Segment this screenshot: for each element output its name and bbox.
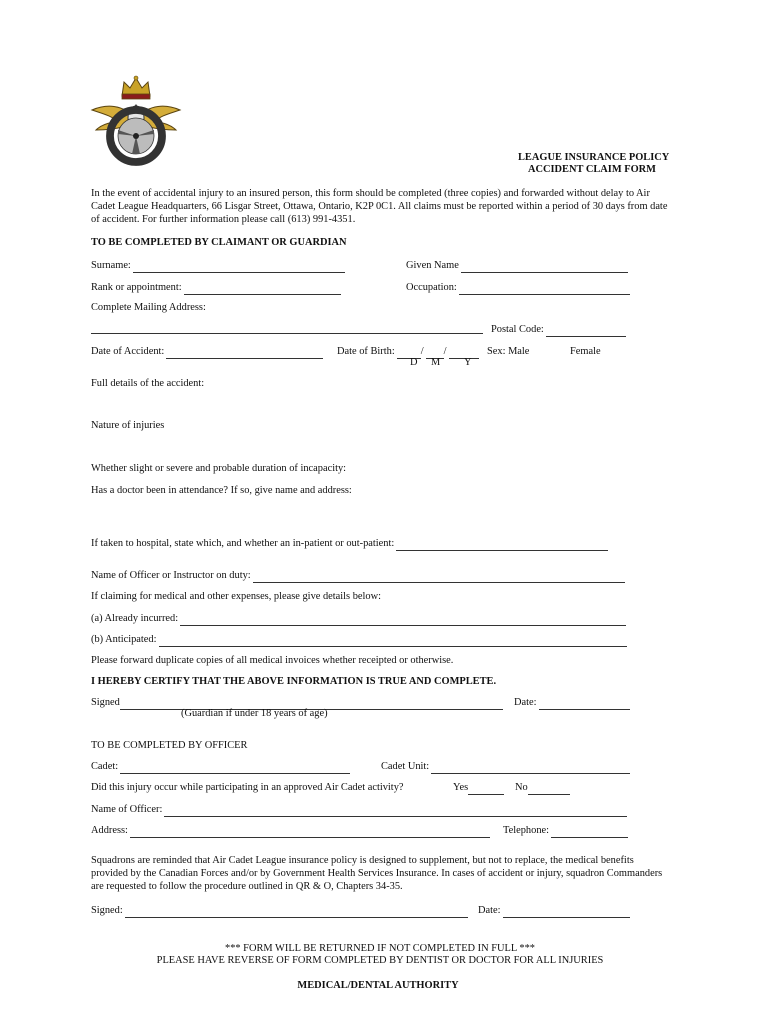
air-cadet-league-crest	[88, 74, 184, 170]
officer-on-duty-field[interactable]	[91, 570, 625, 583]
already-incurred-label: (a) Already incurred:	[91, 613, 179, 624]
dob-day-caption: D	[410, 357, 418, 368]
date-of-accident-input[interactable]	[166, 349, 323, 359]
cadet-unit-field[interactable]	[381, 761, 630, 774]
approved-activity-question: Did this injury occur while participating in an approved Air Cadet activity?	[91, 782, 404, 793]
mailing-address-field[interactable]	[89, 324, 483, 334]
form-title-line1: LEAGUE INSURANCE POLICY	[518, 152, 670, 163]
mailing-address-input[interactable]	[91, 324, 483, 334]
intro-paragraph: In the event of accidental injury to an insured person, this form should be completed (three copies) and forwarded without delay to Air Cadet League Headquarters, 66 Lisgar Street, Ottawa, Ontario, K2P 0C1. All claims must be reported within a period of 30 days from date of accident. For further information please call (613) 991-4351.	[91, 188, 668, 225]
surname-label: Surname:	[91, 260, 131, 271]
date-of-birth-label: Date of Birth:	[337, 346, 395, 357]
medical-dental-authority-heading: MEDICAL/DENTAL AUTHORITY	[297, 980, 459, 991]
occupation-label: Occupation:	[406, 282, 457, 293]
officer-date-input[interactable]	[503, 908, 630, 918]
section-claimant-title: TO BE COMPLETED BY CLAIMANT OR GUARDIAN	[91, 237, 347, 248]
dob-slash-1: /	[420, 346, 424, 357]
nature-of-injuries-label: Nature of injuries	[91, 420, 165, 431]
already-incurred-input[interactable]	[180, 616, 626, 626]
hospital-field[interactable]	[91, 538, 608, 551]
anticipated-label: (b) Anticipated:	[91, 634, 157, 645]
date-of-accident-field[interactable]	[91, 346, 323, 359]
forward-invoices-note: Please forward duplicate copies of all medical invoices whether receipted or otherwise.	[91, 655, 454, 666]
incapacity-label: Whether slight or severe and probable duration of incapacity:	[91, 463, 347, 474]
claiming-expenses-label: If claiming for medical and other expenses, please give details below:	[91, 591, 381, 602]
officer-address-field[interactable]	[91, 825, 490, 838]
dob-year-caption: Y	[464, 357, 472, 368]
approved-no-label: No	[515, 782, 528, 793]
given-name-input[interactable]	[461, 263, 628, 273]
officer-date-field[interactable]	[478, 905, 630, 918]
telephone-field[interactable]	[503, 825, 628, 838]
occupation-field[interactable]	[406, 282, 630, 295]
postal-code-input[interactable]	[546, 327, 626, 337]
officer-name-label: Name of Officer:	[91, 804, 163, 815]
cadet-unit-input[interactable]	[431, 764, 630, 774]
hospital-label: If taken to hospital, state which, and whether an in-patient or out-patient:	[91, 538, 395, 549]
cadet-label: Cadet:	[91, 761, 119, 772]
squadrons-notice: Squadrons are reminded that Air Cadet League insurance policy is designed to supplement, but not to replace, the medical benefits provided by the Canadian Forces and/or by Government Health Services Insurance. In cases of accident or injury, squadron Commanders are requested to follow the procedure outlined in QR & O, Chapters 34-35.	[91, 855, 663, 892]
approved-yes-input[interactable]	[468, 785, 504, 795]
approved-yes-label: Yes	[453, 782, 469, 793]
telephone-input[interactable]	[551, 828, 628, 838]
reverse-instruction: PLEASE HAVE REVERSE OF FORM COMPLETED BY DENTIST OR DOCTOR FOR ALL INJURIES	[156, 955, 604, 966]
officer-signature-input[interactable]	[125, 908, 468, 918]
officer-signature-field[interactable]	[91, 905, 468, 918]
postal-code-field[interactable]	[491, 324, 626, 337]
hospital-input[interactable]	[396, 541, 608, 551]
doctor-attendance-label: Has a doctor been in attendance? If so, give name and address:	[91, 485, 352, 496]
cadet-input[interactable]	[120, 764, 350, 774]
officer-name-field[interactable]	[91, 804, 627, 817]
cadet-unit-label: Cadet Unit:	[381, 761, 430, 772]
claimant-signed-label: Signed	[91, 697, 120, 708]
officer-signed-label: Signed:	[91, 905, 123, 916]
surname-field[interactable]	[91, 260, 345, 273]
claimant-date-field[interactable]	[514, 697, 630, 710]
guardian-note: (Guardian if under 18 years of age)	[181, 708, 328, 719]
occupation-input[interactable]	[459, 285, 630, 295]
date-of-accident-label: Date of Accident:	[91, 346, 165, 357]
officer-address-input[interactable]	[130, 828, 490, 838]
dob-month-caption: M	[431, 357, 441, 368]
date-of-birth-field[interactable]	[337, 346, 479, 359]
full-details-label: Full details of the accident:	[91, 378, 205, 389]
section-officer-title: TO BE COMPLETED BY OFFICER	[91, 740, 248, 751]
sex-male-option[interactable]: Sex: Male	[487, 346, 530, 357]
approved-yes-field[interactable]	[453, 782, 504, 795]
given-name-field[interactable]	[406, 260, 628, 273]
officer-address-label: Address:	[91, 825, 128, 836]
rank-input[interactable]	[184, 285, 341, 295]
dob-slash-2: /	[443, 346, 447, 357]
surname-input[interactable]	[133, 263, 345, 273]
claimant-date-label: Date:	[514, 697, 537, 708]
postal-code-label: Postal Code:	[491, 324, 544, 335]
already-incurred-field[interactable]	[91, 613, 626, 626]
claimant-date-input[interactable]	[539, 700, 630, 710]
approved-no-field[interactable]	[515, 782, 570, 795]
rank-field[interactable]	[91, 282, 341, 295]
certify-statement: I HEREBY CERTIFY THAT THE ABOVE INFORMATION IS TRUE AND COMPLETE.	[91, 676, 497, 687]
approved-no-input[interactable]	[528, 785, 570, 795]
officer-on-duty-label: Name of Officer or Instructor on duty:	[91, 570, 251, 581]
anticipated-input[interactable]	[159, 637, 627, 647]
returned-warning: *** FORM WILL BE RETURNED IF NOT COMPLETED IN FULL ***	[225, 943, 535, 954]
officer-date-label: Date:	[478, 905, 501, 916]
officer-name-input[interactable]	[164, 807, 627, 817]
rank-label: Rank or appointment:	[91, 282, 182, 293]
mailing-address-label: Complete Mailing Address:	[91, 302, 206, 313]
telephone-label: Telephone:	[503, 825, 550, 836]
officer-on-duty-input[interactable]	[253, 573, 625, 583]
sex-female-option[interactable]: Female	[570, 346, 601, 357]
form-title-line2: ACCIDENT CLAIM FORM	[528, 164, 656, 175]
given-name-label: Given Name	[406, 260, 459, 271]
cadet-field[interactable]	[91, 761, 350, 774]
anticipated-field[interactable]	[91, 634, 627, 647]
